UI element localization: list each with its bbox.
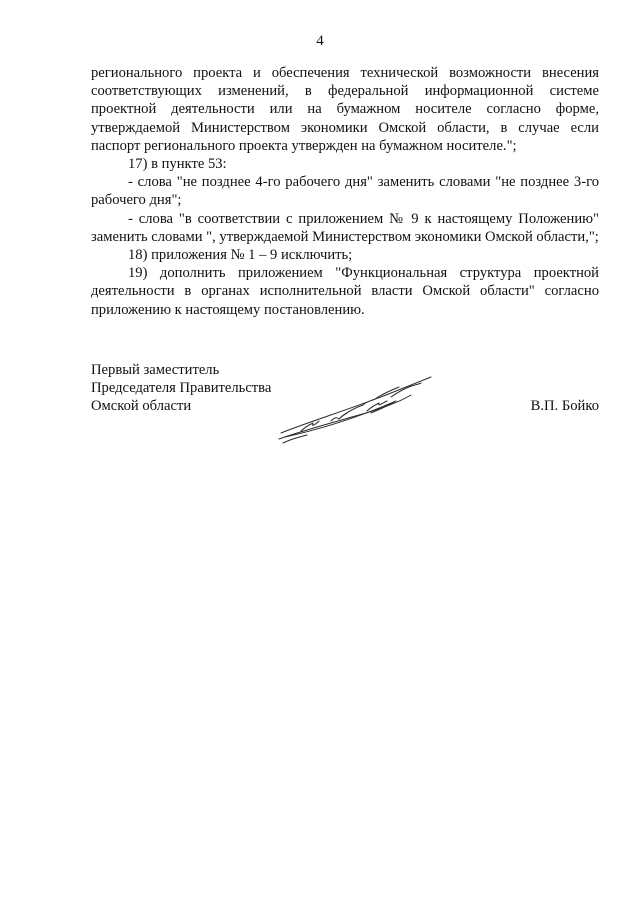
- page-number: 4: [316, 33, 324, 49]
- paragraph-item-19: 19) дополнить приложением "Функциональная структура проектной деятельности в органах исполнительной власти Омской области" согласно приложению к настоящему постановлению.: [91, 265, 599, 318]
- paragraph-continuation: регионального проекта и обеспечения технической возможности внесения соответствующих изменений, в федеральной информационной системе проектной деятельности или на бумажном носителе согласно форме, утверждаемой Министерством экономики Омской области, в случае если паспорт регионального проекта утвержден на бумажном носителе.";: [91, 65, 599, 154]
- paragraph-item-17: 17) в пункте 53:: [128, 156, 227, 173]
- paragraph-item-17-dash-1: - слова "не позднее 4-го рабочего дня" заменить словами "не позднее 3-го рабочего дня";: [91, 174, 599, 209]
- signature-block: [91, 361, 599, 451]
- signer-title-line: Председателя Правительства: [91, 380, 272, 397]
- paragraph-item-18: 18) приложения № 1 – 9 исключить;: [128, 247, 353, 264]
- signer-name: В.П. Бойко: [530, 398, 599, 414]
- handwritten-signature: [271, 371, 436, 446]
- paragraph-item-17-dash-2: - слова "в соответствии с приложением № 9 к настоящему Положению" заменить словами ", утверждаемой Министерством экономики Омской области,";: [91, 210, 599, 245]
- signer-title-line: Омской области: [91, 398, 192, 415]
- document-body: [91, 64, 599, 319]
- signer-title-line: Первый заместитель: [91, 362, 220, 378]
